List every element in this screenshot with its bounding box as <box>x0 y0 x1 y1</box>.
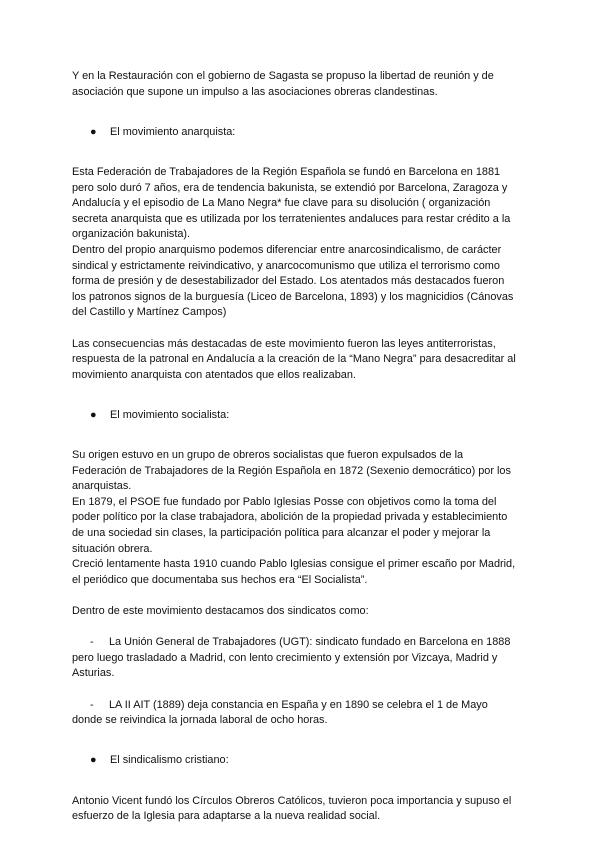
text-line: pero luego trasladado a Madrid, con lento crecimiento y extensión por Vizcaya, Madrid y <box>72 651 498 664</box>
text-line: Las consecuencias más destacadas de este movimiento fueron las leyes antiterroristas, <box>72 337 496 350</box>
cristiano-paragraph-1 <box>72 794 528 825</box>
text-line: de una sociedad sin clases, la participación política para alcanzar el poder y mejorar la <box>72 527 491 540</box>
text-line: secreta anarquista que es utilizada por los terratenientes andaluces para restar crédito a la <box>72 212 511 225</box>
text-line: situación obrera. <box>72 542 153 555</box>
text-line: organización bakunista). <box>72 228 191 241</box>
section-heading-anarquista <box>72 125 528 141</box>
text-line: forma de presión y de desestabilizador del Estado. Los atentados más destacados fueron <box>72 275 505 288</box>
text-line: Asturias. <box>72 667 115 680</box>
section-heading-cristiano <box>72 753 528 769</box>
anarquista-paragraph-1 <box>72 165 528 321</box>
text-line: LA II AIT (1889) deja constancia en España y en 1890 se celebra el 1 de Mayo <box>109 698 488 711</box>
text-line: En 1879, el PSOE fue fundado por Pablo Iglesias Posse con objetivos como la toma del <box>72 495 497 508</box>
text-line: poder político por la clase trabajadora, abolición de la propiedad privada y establecimiento <box>72 511 508 524</box>
text-line: Dentro del propio anarquismo podemos diferenciar entre anarcosindicalismo, de carácter <box>72 243 502 256</box>
text-line: Antonio Vicent fundó los Círculos Obreros Católicos, tuvieron poca importancia y supuso el <box>72 794 512 807</box>
text-line: donde se reivindica la jornada laboral de ocho horas. <box>72 714 328 727</box>
intro-paragraph <box>72 69 528 100</box>
text-line: Y en la Restauración con el gobierno de Sagasta se propuso la libertad de reunión y de <box>72 70 494 82</box>
socialista-paragraph-2 <box>72 604 528 620</box>
text-line: los patronos signos de la burguesía (Liceo de Barcelona, 1893) y los magnicidios (Cánovas <box>72 290 514 303</box>
heading-text: El movimiento socialista: <box>110 408 230 421</box>
text-line: Su origen estuvo en un grupo de obreros socialistas que fueron expulsados de la <box>72 449 464 462</box>
text-line: pero solo duró 7 años, era de tendencia bakunista, se extendió por Barcelona, Zaragoza y <box>72 181 508 194</box>
bullet-icon: ● <box>90 754 97 767</box>
dash-icon: - <box>90 636 94 649</box>
section-heading-socialista <box>72 408 528 424</box>
text-line: Andalucía y el episodio de La Mano Negra* fue clave para su disolución ( organización <box>72 197 491 210</box>
text-line: asociación que supone un impulso a las asociaciones obreras clandestinas. <box>72 85 438 98</box>
heading-text: El sindicalismo cristiano: <box>110 754 229 767</box>
text-line: el periódico que documentaba sus hechos era “El Socialista”. <box>72 573 368 586</box>
socialista-paragraph-1 <box>72 448 528 588</box>
text-line: sindical y estrictamente reivindicativo, y anarcocomunismo que utiliza el terrorismo como <box>72 259 500 272</box>
dash-list-item-ugt <box>72 635 528 682</box>
text-line: anarquistas. <box>72 480 132 493</box>
dash-list-item-ait <box>72 698 528 729</box>
text-line: respuesta de la patronal en Andalucía a la creación de la “Mano Negra” para desacreditar al <box>72 353 516 366</box>
text-line: Esta Federación de Trabajadores de la Región Española se fundó en Barcelona en 1881 <box>72 165 501 178</box>
text-line: Federación de Trabajadores de la Región Española en 1872 (Sexenio democrático) por los <box>72 464 511 477</box>
text-line: esfuerzo de la Iglesia para adaptarse a la nueva realidad social. <box>72 810 381 823</box>
text-line: Dentro de este movimiento destacamos dos sindicatos como: <box>72 605 369 617</box>
text-line: del Castillo y Martínez Campos) <box>72 306 227 319</box>
heading-text: El movimiento anarquista: <box>110 125 236 138</box>
bullet-icon: ● <box>90 408 97 421</box>
dash-icon: - <box>90 698 94 711</box>
text-line: La Unión General de Trabajadores (UGT): sindicato fundado en Barcelona en 1888 <box>109 636 511 649</box>
bullet-icon: ● <box>90 125 97 138</box>
text-line: movimiento anarquista con atentados que ellos realizaban. <box>72 368 356 381</box>
anarquista-paragraph-2 <box>72 337 528 384</box>
text-line: Creció lentamente hasta 1910 cuando Pablo Iglesias consigue el primer escaño por Madrid, <box>72 558 516 571</box>
